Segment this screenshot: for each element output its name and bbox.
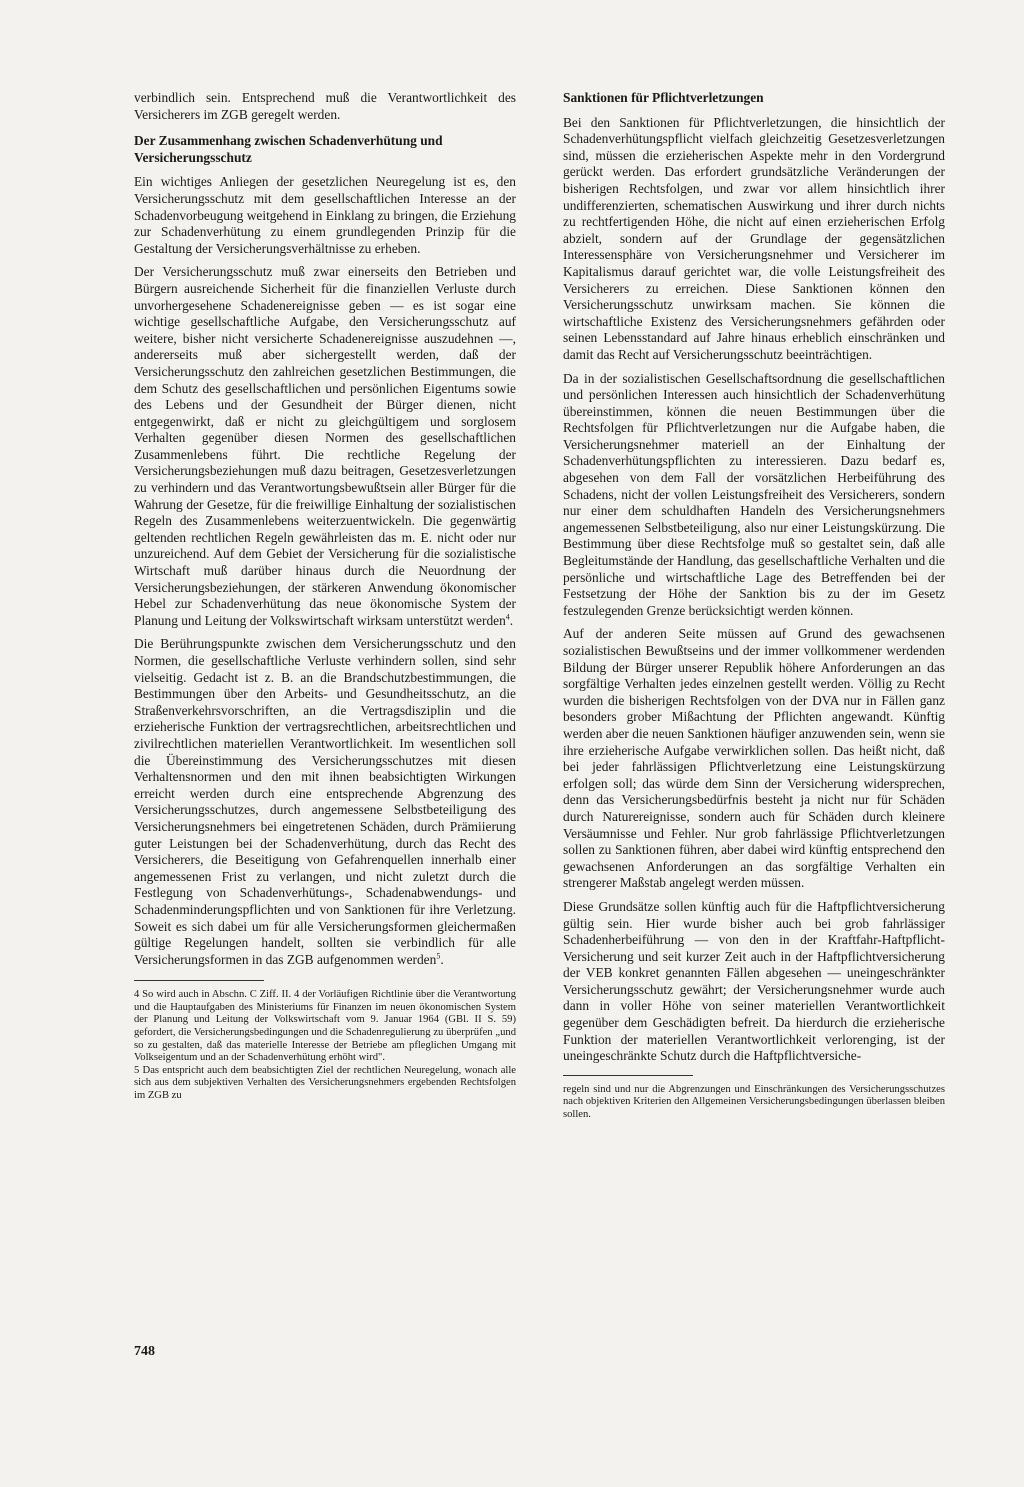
paragraph-text: Der Versicherungsschutz muß zwar einerseits den Betrieben und Bürgern ausreichende Sicherheit für die finanziellen Verluste durch unvorhergesehene Schadenereignisse geben — es ist sogar eine wichtige gesellschaftliche Aufgabe, den Versicherungsschutz auf weitere, bisher nicht versicherte Schadenereignisse auszudehnen —, andererseits muß aber sichergestellt werden, daß der Versicherungsschutz den zahlreichen gesetzlichen Bestimmungen, die dem Schutz des gesellschaftlichen und persönlichen Eigentums sowie des Lebens und der Gesundheit der Bürger dienen, nicht entgegenwirkt, daß er nicht zu gleichgültigem und sorglosem Verhalten gegenüber diesen Normen des gesellschaftlichen Zusammenlebens führt. Die rechtliche Regelung der Versicherungsbeziehungen muß dazu beitragen, Gesetzesverletzungen zu verhindern und das Verantwortungsbewußtsein aller Bürger für die Wahrung der Gesetze, für die freiwillige Einhaltung der sozialistischen Regeln des Zusammenlebens weiterzuentwickeln. Die gegenwärtig geltenden rechtlichen Regeln gewährleisten das m. E. nicht oder nur unzureichend. Auf dem Gebiet der Versicherung für die sozialistische Wirtschaft muß darüber hinaus durch die Neuordnung der Versicherungsbeziehungen, der stärkeren Anwendung ökonomischer Hebel zur Schadenverhütung das neue ökonomische System der Planung und Leitung der Volkswirtschaft wirksam unterstützt werden: [134, 264, 516, 628]
left-column: [134, 90, 516, 1103]
page-number: 748: [134, 1344, 155, 1359]
body-paragraph: Ein wichtiges Anliegen der gesetzlichen Neuregelung ist es, den Versicherungsschutz mit dem gesellschaftlichen Interesse an der Schadenvorbeugung weitgehend in Einklang zu bringen, die Erziehung zur Schadenverhütung zu einem grundlegenden Prinzip für die Gestaltung der Versicherungsverhältnisse zu erheben.: [134, 174, 516, 256]
body-paragraph: Diese Grundsätze sollen künftig auch für die Haftpflichtversicherung gültig sein. Hier wurde bisher auch bei grob fahrlässiger Schadenherbeiführung — von den in der Kraftfahr-Haftpflicht-Versicherung und seit kurzer Zeit auch in der Haftpflichtversicherung der VEB konkret genannten Fällen abgesehen — uneingeschränkter Versicherungsschutz gewährt; der Versicherungsnehmer wurde auch dann in voller Höhe von seiner materiellen Verantwortlichkeit gegenüber dem Geschädigten befreit. Da hierdurch die erzieherische Funktion der materiellen Verantwortlichkeit verlorenging, ist der uneingeschränkte Schutz durch die Haftpflichtversiche-: [563, 898, 945, 1064]
lead-paragraph: verbindlich sein. Entsprechend muß die Verantwortlichkeit des Versicherers im ZGB geregelt werden.: [134, 90, 516, 122]
section-heading-sanktionen: Sanktionen für Pflichtverletzungen: [563, 90, 764, 105]
footnote-continuation: regeln sind und nur die Abgrenzungen und Einschränkungen des Versicherungsschutzes nach objektiven Kriterien den Allgemeinen Versicherungsbedingungen überlassen bleiben sollen.: [563, 1083, 945, 1121]
body-paragraph: Bei den Sanktionen für Pflichtverletzungen, die hinsichtlich der Schadenverhütungspflicht vielfach gleichzeitig Gesetzesverletzungen sind, müssen die erzieherischen Aspekte mehr in den Vordergrund gerückt werden. Das erfordert grundsätzliche Veränderungen der bisherigen Rechtsfolgen, und zwar vor allem hinsichtlich ihrer undifferenzierten, schematischen Auswirkung und ihrer durch nichts zu rechtfertigenden Höhe, die nicht auf einen erzieherischen Erfolg abzielt, sondern auf der Grundlage der gegensätzlichen Interessensphäre von Versicherungsnehmer und Versicherer im Kapitalismus darauf gerichtet war, die volle Leistungsfreiheit des Versicherers zu erreichen. Diese Sanktionen können den Versicherungsschutz unwirksam machen. Sie können die wirtschaftliche Existenz des Versicherungsnehmers gefährden oder seinen Lebensstandard auf Jahre hinaus erheblich einschränken und damit das Recht auf Versicherungsschutz beeinträchtigen.: [563, 114, 945, 362]
body-paragraph: Die Berührungspunkte zwischen dem Versicherungsschutz und den Normen, die gesellschaftliche Verluste verhindern sollen, sind sehr vielseitig. Gedacht ist z. B. an die Brandschutzbestimmungen, die Bestimmungen über den Arbeits- und Gesundheitsschutz, an die Straßenverkehrsvorschriften, an die Vertragsdisziplin und die erzieherische Funktion der vertragsrechtlichen, arbeitsrechtlichen und zivilrechtlichen materiellen Verantwortlichkeit. Im wesentlichen soll die Übereinstimmung des Versicherungsschutzes mit diesen Verhaltensnormen und den mit ihnen beabsichtigten Wirkungen erreicht werden durch eine entsprechende Abgrenzung des Versicherungsschutzes, durch angemessene Selbstbeteiligung des Versicherungsnehmers bei eingetretenen Schäden, durch Prämiierung guter Leistungen bei der Schadenverhütung, durch das Recht des Versicherers, die Beseitigung von Gefahrenquellen innerhalb einer angemessenen Frist zu verlangen, und nicht zuletzt durch die Festlegung von Schadenverhütungs-, Schadenabwendungs- und Schadenminderungspflichten und von Sanktionen für ihre Verletzung. Soweit es sich dabei um für alle Versicherungsformen gleichermaßen gültige Regelungen handelt, sollten sie verbindlich für alle Versicherungsformen in das ZGB aufgenommen werden$^5$.: [134, 636, 516, 967]
section-heading-schadenverhuetung: Der Zusammenhang zwischen Schadenverhütung und Versicherungsschutz: [134, 133, 443, 165]
right-column: [563, 90, 945, 1122]
body-paragraph: Da in der sozialistischen Gesellschaftsordnung die gesellschaftlichen und persönlichen Interessen auch hinsichtlich der Schadenverhütung übereinstimmen, können die neuen Bestimmungen über die Rechtsfolgen für Pflichtverletzungen nur die Aufgabe haben, die Versicherungsnehmer materiell an der Einhaltung der Schadenverhütungspflichten zu interessieren. Dazu bedarf es, abgesehen von dem Fall der vorsätzlichen Herbeiführung des Schadens, nicht der vollen Leistungsfreiheit des Versicherers, sondern nur einer dem schuldhaften Handeln des Versicherungsnehmers angemessenen Selbstbeteiligung, also nur einer Leistungskürzung. Die Bestimmung über diese Rechtsfolge muß so gestaltet sein, daß alle Begleitumstände der Handlung, das gesellschaftliche Verhalten und die persönliche und wirtschaftliche Lage des Betreffenden bei der Festsetzung der Höhe der Sanktion bis zu der im Gesetz festzulegenden Grenze berücksichtigt werden können.: [563, 370, 945, 618]
footnote: 5 Das entspricht auch dem beabsichtigten Ziel der rechtlichen Neuregelung, wonach alle sich aus dem subjektiven Verhalten des Versicherungsnehmers ergebenden Rechtsfolgen im ZGB zu: [134, 1064, 516, 1102]
footnote-mark: 5: [436, 951, 441, 961]
footnote-divider: [134, 980, 264, 981]
footnote-divider: [563, 1075, 693, 1076]
footnote-mark: 4: [505, 612, 510, 622]
paragraph-text: Die Berührungspunkte zwischen dem Versicherungsschutz und den Normen, die gesellschaftliche Verluste verhindern sollen, sind sehr vielseitig. Gedacht ist z. B. an die Brandschutzbestimmungen, die Bestimmungen über den Arbeits- und Gesundheitsschutz, an die Straßenverkehrsvorschriften, an die Vertragsdisziplin und die erzieherische Funktion der vertragsrechtlichen, arbeitsrechtlichen und zivilrechtlichen materiellen Verantwortlichkeit. Im wesentlichen soll die Übereinstimmung des Versicherungsschutzes mit diesen Verhaltensnormen und den mit ihnen beabsichtigten Wirkungen erreicht werden durch eine entsprechende Abgrenzung des Versicherungsschutzes, durch angemessene Selbstbeteiligung des Versicherungsnehmers bei eingetretenen Schäden, durch Prämiierung guter Leistungen bei der Schadenverhütung, durch das Recht des Versicherers, die Beseitigung von Gefahrenquellen innerhalb einer angemessenen Frist zu verlangen, und nicht zuletzt durch die Festlegung von Schadenverhütungs-, Schadenabwendungs- und Schadenminderungspflichten und von Sanktionen für ihre Verletzung. Soweit es sich dabei um für alle Versicherungsformen gleichermaßen gültige Regelungen handelt, sollten sie verbindlich für alle Versicherungsformen in das ZGB aufgenommen werden: [134, 636, 516, 967]
body-paragraph: Der Versicherungsschutz muß zwar einerseits den Betrieben und Bürgern ausreichende Sicherheit für die finanziellen Verluste durch unvorhergesehene Schadenereignisse geben — es ist sogar eine wichtige gesellschaftliche Aufgabe, den Versicherungsschutz auf weitere, bisher nicht versicherte Schadenereignisse auszudehnen —, andererseits muß aber sichergestellt werden, daß der Versicherungsschutz den zahlreichen gesetzlichen Bestimmungen, die dem Schutz des gesellschaftlichen und persönlichen Eigentums sowie des Lebens und der Gesundheit der Bürger dienen, nicht entgegenwirkt, daß er nicht zu gleichgültigem und sorglosem Verhalten gegenüber diesen Normen des gesellschaftlichen Zusammenlebens führt. Die rechtliche Regelung der Versicherungsbeziehungen muß dazu beitragen, Gesetzesverletzungen zu verhindern und das Verantwortungsbewußtsein aller Bürger für die Wahrung der Gesetze, für die freiwillige Einhaltung der sozialistischen Regeln des Zusammenlebens weiterzuentwickeln. Die gegenwärtig geltenden rechtlichen Regeln gewährleisten das m. E. nicht oder nur unzureichend. Auf dem Gebiet der Versicherung für die sozialistische Wirtschaft muß darüber hinaus durch die Neuordnung der Versicherungsbeziehungen, der stärkeren Anwendung ökonomischer Hebel zur Schadenverhütung das neue ökonomische System der Planung und Leitung der Volkswirtschaft wirksam unterstützt werden$^4$.: [134, 264, 516, 628]
footnote: 4 So wird auch in Abschn. C Ziff. II. 4 der Vorläufigen Richtlinie über die Verantwortung und die Hauptaufgaben des Ministeriums für Finanzen im neuen ökonomischen System der Planung und Leitung der Volkswirtschaft vom 9. Januar 1964 (GBl. II S. 59) gefordert, die Versicherungsbedingungen und die Schadenregulierung zu überprüfen „und so zu gestalten, daß das materielle Interesse der Betriebe am pfleglichen Umgang mit Volkseigentum und an der Schadenverhütung erhöht wird".: [134, 989, 516, 1064]
body-paragraph: Auf der anderen Seite müssen auf Grund des gewachsenen sozialistischen Bewußtseins und der immer vollkommener werdenden Bildung der Bürger unserer Republik höhere Anforderungen an das sorgfältige Verhalten jedes einzelnen gestellt werden. Völlig zu Recht wurden die bisherigen Rechtsfolgen von der DVA nur in Fällen ganz besonders grober Mißachtung der Pflichten angewandt. Künftig werden aber die neuen Sanktionen häufiger anzuwenden sein, wenn sie ihre erzieherische Aufgabe verwirklichen sollen. Das heißt nicht, daß bei jeder fahrlässigen Pflichtverletzung eine Leistungskürzung erfolgen soll; das würde dem Sinn der Versicherung widersprechen, denn das Versicherungsbedürfnis besteht ja nicht nur für Schäden durch Naturereignisse, sondern auch für Schäden durch kleinere Versäumnisse und Fehler. Nur grob fahrlässige Pflichtverletzungen sollen zu Sanktionen führen, aber dabei wird künftig entsprechend den gewachsenen Anforderungen an das sorgfältige Verhalten ein strengerer Maßstab angelegt werden müssen.: [563, 626, 945, 891]
